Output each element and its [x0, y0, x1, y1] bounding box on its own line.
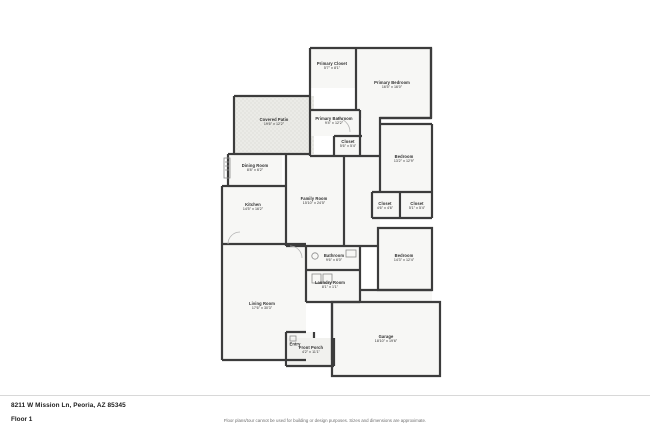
room-label: Closet 5'1" x 5'4" [408, 201, 426, 211]
room-label: Closet 5'6" x 5'4" [339, 139, 357, 149]
room-label: Dining Room 8'8" x 6'2" [241, 163, 269, 173]
floor-label: Floor 1 [11, 416, 33, 423]
room-label: Living Room 17'6" x 30'3" [249, 301, 275, 311]
room-label: Bedroom 14'3" x 12'4" [393, 253, 415, 263]
room-label: Front Porch 4'2" x 11'1" [298, 345, 324, 355]
room-label: Covered Patio 19'6" x 12'2" [259, 117, 289, 127]
room-label: Closet 4'6" x 4'6" [376, 201, 394, 211]
room-label: Family Room 15'10" x 24'5" [300, 196, 328, 206]
room-label: Laundry Room 8'1" x 1'1" [314, 280, 346, 290]
room-label: Bathroom 9'6" x 6'0" [323, 253, 345, 263]
room-label: Garage 18'10" x 19'6" [374, 334, 398, 344]
room-label: Bedroom 13'2" x 12'9" [393, 154, 415, 164]
room-label: Entry [289, 341, 301, 347]
room-label: Primary Closet 5'7" x 8'1" [316, 61, 348, 71]
room-label: Kitchen 14'5" x 16'2" [242, 202, 264, 212]
property-address: 8211 W Mission Ln, Peoria, AZ 85345 [11, 402, 126, 409]
footer-bar [0, 395, 650, 434]
room-label: Primary Bedroom 16'5" x 16'0" [374, 80, 410, 90]
disclaimer-text: Floor plans/tour cannot be used for building or design purposes. Sizes and dimensions are approximate. [223, 418, 427, 423]
room-label: Primary Bathroom 9'4" x 12'2" [315, 116, 353, 126]
